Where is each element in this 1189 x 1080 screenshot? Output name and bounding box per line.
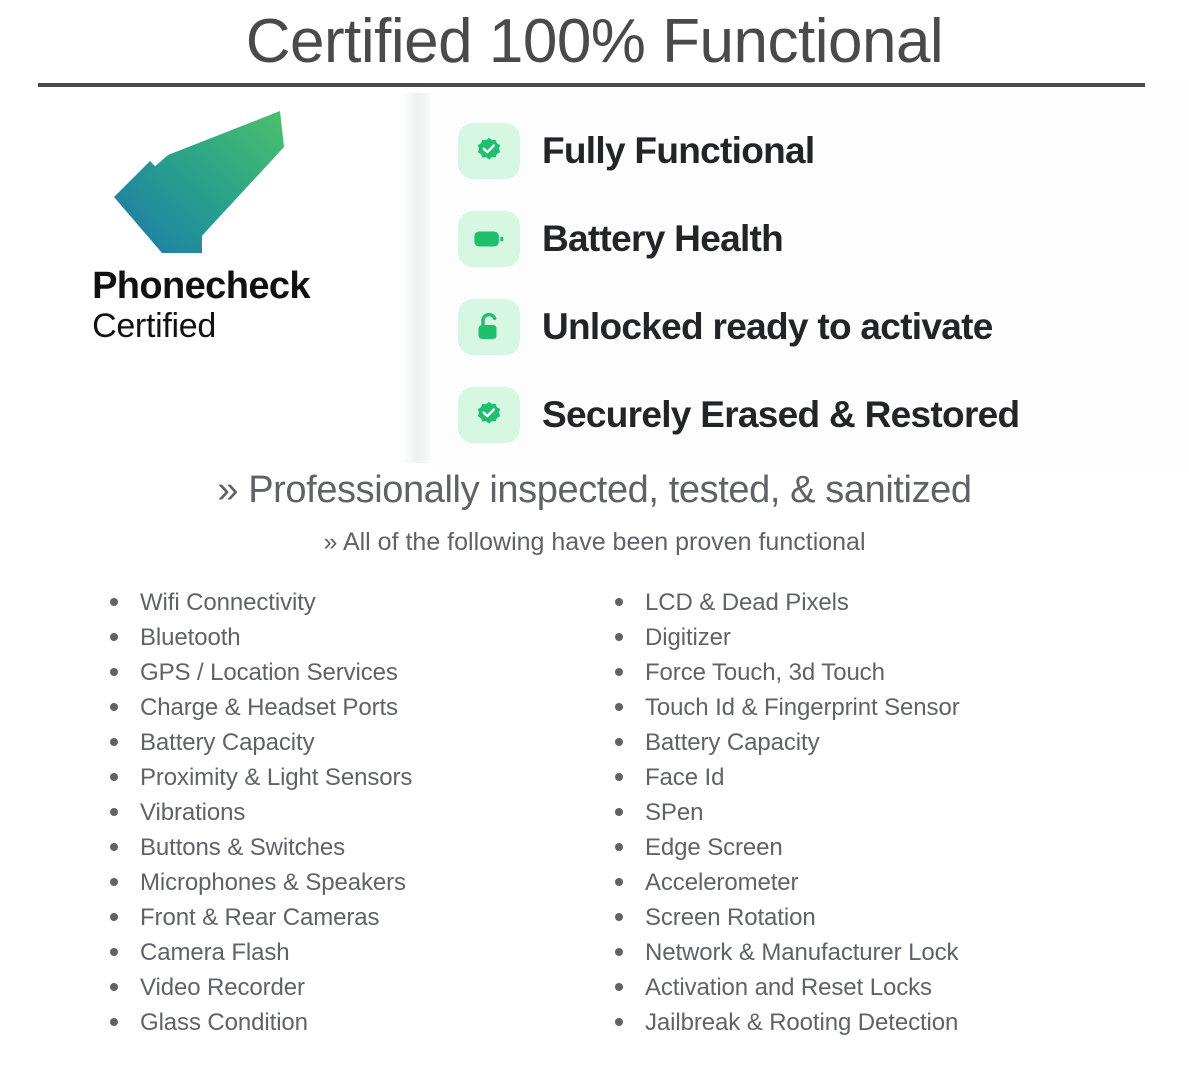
list-item [615,766,1120,790]
list-item-label: Microphones & Speakers [140,869,406,897]
list-item [615,941,1120,965]
bullet-icon [615,598,623,606]
list-item-label: Battery Capacity [140,729,315,757]
brand-subtitle: Certified [92,307,216,346]
bullet-icon [110,948,118,956]
feature-row [458,371,1189,459]
tagline-primary: » Professionally inspected, tested, & sanitized [217,469,972,512]
list-item-label: Jailbreak & Rooting Detection [645,1009,959,1037]
list-item-label: Face Id [645,764,725,792]
list-item [110,766,615,790]
bullet-icon [110,1018,118,1026]
list-item-label: Proximity & Light Sensors [140,764,413,792]
page-title: Certified 100% Functional [245,7,944,76]
list-item [615,696,1120,720]
list-item [615,626,1120,650]
list-item-label: Digitizer [645,624,731,652]
list-item-label: Touch Id & Fingerprint Sensor [645,694,960,722]
list-item [110,836,615,860]
feature-label: Securely Erased & Restored [542,394,1020,436]
list-item-label: Network & Manufacturer Lock [645,939,959,967]
list-item-label: Charge & Headset Ports [140,694,398,722]
list-item [615,1011,1120,1035]
list-item-label: LCD & Dead Pixels [645,589,849,617]
list-item-label: Front & Rear Cameras [140,904,380,932]
list-item [615,976,1120,1000]
list-item [110,801,615,825]
list-item [110,696,615,720]
list-item [615,801,1120,825]
list-item-label: Screen Rotation [645,904,816,932]
brand-text [92,267,310,346]
list-item-label: Edge Screen [645,834,783,862]
page-header [0,0,1189,87]
checkmark-logo-icon [106,105,296,253]
list-item [110,591,615,615]
list-item [110,871,615,895]
feature-row [458,195,1189,283]
brand-name: Phonecheck [92,265,310,308]
list-item-label: SPen [645,799,704,827]
tagline-secondary: » All of the following have been proven functional [323,528,866,557]
bullet-icon [615,633,623,641]
phonecheck-badge [0,87,402,465]
bullet-icon [110,878,118,886]
list-item [110,1011,615,1035]
bullet-icon [110,773,118,781]
list-item [110,906,615,930]
feature-label: Fully Functional [542,130,815,172]
list-item [615,661,1120,685]
bullet-icon [615,773,623,781]
feature-list [430,87,1189,465]
list-item-label: Activation and Reset Locks [645,974,932,1002]
list-item [615,906,1120,930]
list-item-label: GPS / Location Services [140,659,398,687]
bullet-icon [615,738,623,746]
bullet-icon [615,948,623,956]
bullet-icon [615,913,623,921]
list-item-label: Vibrations [140,799,246,827]
list-item [110,661,615,685]
bullet-icon [615,1018,623,1026]
feature-row [458,107,1189,195]
list-item [615,731,1120,755]
bullet-icon [110,843,118,851]
battery-icon [458,211,520,267]
functional-checklist [0,591,1189,1046]
list-item [615,591,1120,615]
bullet-icon [615,878,623,886]
list-item-label: Accelerometer [645,869,799,897]
list-item-label: Video Recorder [140,974,305,1002]
list-item-label: Battery Capacity [645,729,820,757]
list-item [615,871,1120,895]
bullet-icon [110,668,118,676]
band-divider [402,93,430,463]
feature-label: Battery Health [542,218,784,260]
verified-check-icon [458,387,520,443]
checklist-column-right [615,591,1120,1046]
list-item-label: Glass Condition [140,1009,308,1037]
bullet-icon [110,983,118,991]
list-item-label: Wifi Connectivity [140,589,316,617]
bullet-icon [110,738,118,746]
list-item-label: Bluetooth [140,624,241,652]
certification-band [0,87,1189,465]
list-item [615,836,1120,860]
feature-label: Unlocked ready to activate [542,306,993,348]
bullet-icon [110,633,118,641]
list-item [110,731,615,755]
list-item-label: Buttons & Switches [140,834,345,862]
bullet-icon [110,598,118,606]
bullet-icon [110,808,118,816]
bullet-icon [615,983,623,991]
list-item [110,626,615,650]
bullet-icon [615,843,623,851]
checklist-column-left [110,591,615,1046]
bullet-icon [110,913,118,921]
bullet-icon [110,703,118,711]
unlocked-padlock-icon [458,299,520,355]
bullet-icon [615,703,623,711]
list-item-label: Force Touch, 3d Touch [645,659,885,687]
feature-row [458,283,1189,371]
list-item-label: Camera Flash [140,939,290,967]
list-item [110,976,615,1000]
bullet-icon [615,808,623,816]
bullet-icon [615,668,623,676]
list-item [110,941,615,965]
verified-badge-icon [458,123,520,179]
